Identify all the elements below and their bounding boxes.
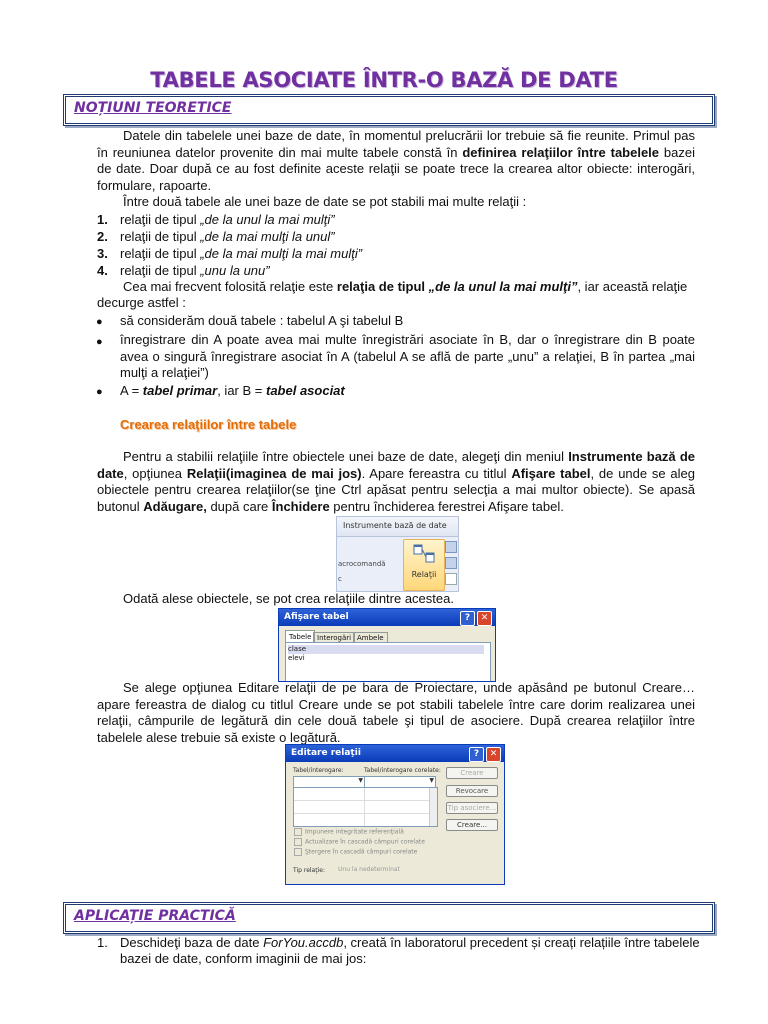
bullet-item: să considerăm două tabele : tabelul A şi tabelul B [120,313,404,328]
list-number: 1. [97,212,108,227]
chevron-down-icon: ▼ [429,777,434,784]
table-list [285,642,491,682]
ribbon-tab: Instrumente bază de date [343,521,447,530]
text: Se alege opţiunea Editare relaţii de pe bara de Proiectare, unde apăsând pe butonul Creare… apare fereastra de dialog cu titlul Creare unde se pot stabili tabelele între care dorim realizarea unei relaţii, câmpurile de legătură din cele două tabele şi tipul de asociere. După crearea relaţiilor între tabelele alese trebuie să existe o legătură. [97,680,695,745]
emphasis: Relaţii(imaginea de mai jos) [186,465,362,481]
emphasis: Afişare tabel [511,465,591,481]
task-line [120,935,700,952]
bullet-icon: ● [96,316,103,328]
relations-button-label: Relaţii [411,570,437,579]
relation-kind: „de la unul la mai mulţi” [200,212,335,227]
paragraph-create-relations [97,449,695,515]
paragraph-frequent [97,279,687,296]
emphasis: Instrumente bază de date [97,449,695,481]
checkbox-cascade-delete[interactable]: Ştergere în cascadă câmpuri corelate [294,848,417,856]
text: , iar această relaţie [577,279,688,294]
list-number: 2. [97,229,108,244]
checkbox-integrity[interactable]: Impunere integritate referențială [294,828,404,836]
edit-relations-dialog [285,744,505,885]
subsection-title: Crearea relaţiilor între tabele [120,417,297,432]
list-item [120,212,335,227]
create-new-button[interactable]: Creare... [446,819,498,831]
bullet-icon: ● [96,386,103,398]
list-item[interactable]: elevi [288,654,305,662]
ribbon-left-label: acrocomandă [338,560,386,568]
tab-queries[interactable]: Interogări [313,632,355,643]
tab-both[interactable]: Ambele [353,632,388,643]
text: relaţii de tipul [120,229,201,244]
relation-kind: „unu la unu” [200,263,270,278]
text: relaţii de tipul [120,263,201,278]
dialog-title: Editare relaţii [291,748,361,758]
text: după care [206,498,272,514]
tab-tables[interactable]: Tabele [285,630,315,643]
paragraph-frequent-cont: decurge astfel : [97,295,186,310]
show-table-dialog [278,608,496,682]
paragraph-intro [97,128,695,194]
text: relaţii de tipul [120,246,201,261]
text: Între două tabele ale unei baze de date se pot stabili mai multe relaţii : [123,194,527,209]
dialog-titlebar [279,609,495,626]
text: Pentru a stabilii relaţiile între obiectele unei baze de date, alegeţi din meniul [123,449,569,464]
ribbon-small-icon[interactable] [445,557,457,569]
text: Deschideţi baza de date [120,935,264,950]
column-label: Tabel/interogare corelate: [364,767,441,774]
column-label: Tabel/interogare: [293,767,344,774]
ribbon-small-icon[interactable] [445,541,457,553]
field-grid[interactable] [293,787,438,827]
relation-kind: „de la mai mulţi la unul” [200,229,335,244]
chevron-down-icon: ▼ [358,777,363,784]
list-item [120,263,270,278]
create-button[interactable]: Creare [446,767,498,779]
emphasis: „de la unul la mai mulţi” [428,279,578,294]
emphasis: definirea relaţiilor între tabelele [462,144,660,160]
relations-button[interactable] [403,539,445,591]
text: Datele din tabelele unei baze de date, în momentul prelucrării lor trebuie să fie reunite. Primul pas în reuniunea datelor provenite din mai multe tabele constă în [97,128,695,160]
filename: ForYou.accdb [263,935,344,950]
close-icon[interactable]: ✕ [486,747,501,762]
emphasis: Închidere [271,498,330,514]
list-number: 3. [97,246,108,261]
text: , creată în laboratorul precedent și creați relațiile între tabelele [343,935,700,950]
text: , de unde se aleg obiectele pentru crearea relaţiilor(se ţine Ctrl apăsat pentru selecţia a mai multor obiecte). Se apasă butonul [97,465,696,514]
ribbon-small-icon[interactable] [445,573,457,585]
relation-type-value: Unu la nedeterminat [338,866,400,873]
emphasis: tabel primar [142,383,218,398]
relations-icon [413,543,435,567]
task-number: 1. [97,935,108,950]
section-banner-theory [63,94,715,126]
text: Cea mai frecvent folosită relaţie este [123,279,337,294]
task-line-cont: bazei de date, conform imaginii de mai jos: [120,951,367,966]
cancel-button[interactable]: Revocare [446,785,498,797]
checkbox-cascade-update[interactable]: Actualizare în cascadă câmpuri corelate [294,838,425,846]
list-number: 4. [97,263,108,278]
text: , opţiunea [123,465,187,481]
scrollbar[interactable] [429,788,437,826]
relation-type-label: Tip relaţie: [293,867,325,874]
text: bazei de date. Doar după ce au fost definite aceste relaţii se poate trece la crearea altor obiecte: interogări, formulare, rapoarte. [97,144,695,193]
ribbon-screenshot [336,516,459,592]
relations-intro [97,194,526,211]
text: pentru închiderea ferestrei Afişare tabel. [329,498,564,514]
ribbon-left-label: c [338,575,342,583]
text: . Apare fereastra cu titlul [361,465,512,481]
section-banner-practice [63,902,715,934]
dialog-title: Afişare tabel [284,612,349,622]
dialog-titlebar [286,745,504,762]
section-title: NOȚIUNI TEORETICE [74,100,232,116]
bullet-item: înregistrare din A poate avea mai multe înregistrări asociate în B, dar o înregistrare din B poate avea o singură înregistrare asociat în A (tabelul A se află de parte „unu” a relaţiei, B în partea „mai mulţi a relaţiei”) [120,332,695,380]
text: A = [120,383,143,398]
paragraph-edit-relations [97,680,695,746]
help-icon[interactable]: ? [469,747,484,762]
paragraph-after-select [97,591,454,608]
list-item [120,229,335,244]
bullet-icon: ● [96,336,103,348]
relation-kind: „de la mai mulţi la mai mulţi” [200,246,363,261]
list-item [120,246,362,261]
emphasis: tabel asociat [265,383,345,398]
emphasis: relaţia de tipul [336,279,429,294]
text: relaţii de tipul [120,212,201,227]
list-item[interactable]: clase [288,645,484,654]
bullet-item [120,383,695,400]
close-icon[interactable]: ✕ [477,611,492,626]
page-title: TABELE ASOCIATE ÎNTR-O BAZĂ DE DATE [150,68,618,92]
join-type-button[interactable]: Tip asociere... [447,804,497,812]
emphasis: Adăugare, [143,498,207,514]
text: Odată alese obiectele, se pot crea relaţiile dintre acestea. [123,591,454,606]
help-icon[interactable]: ? [460,611,475,626]
text: , iar B = [217,383,266,398]
section-title: APLICAȚIE PRACTICĂ [74,908,236,924]
